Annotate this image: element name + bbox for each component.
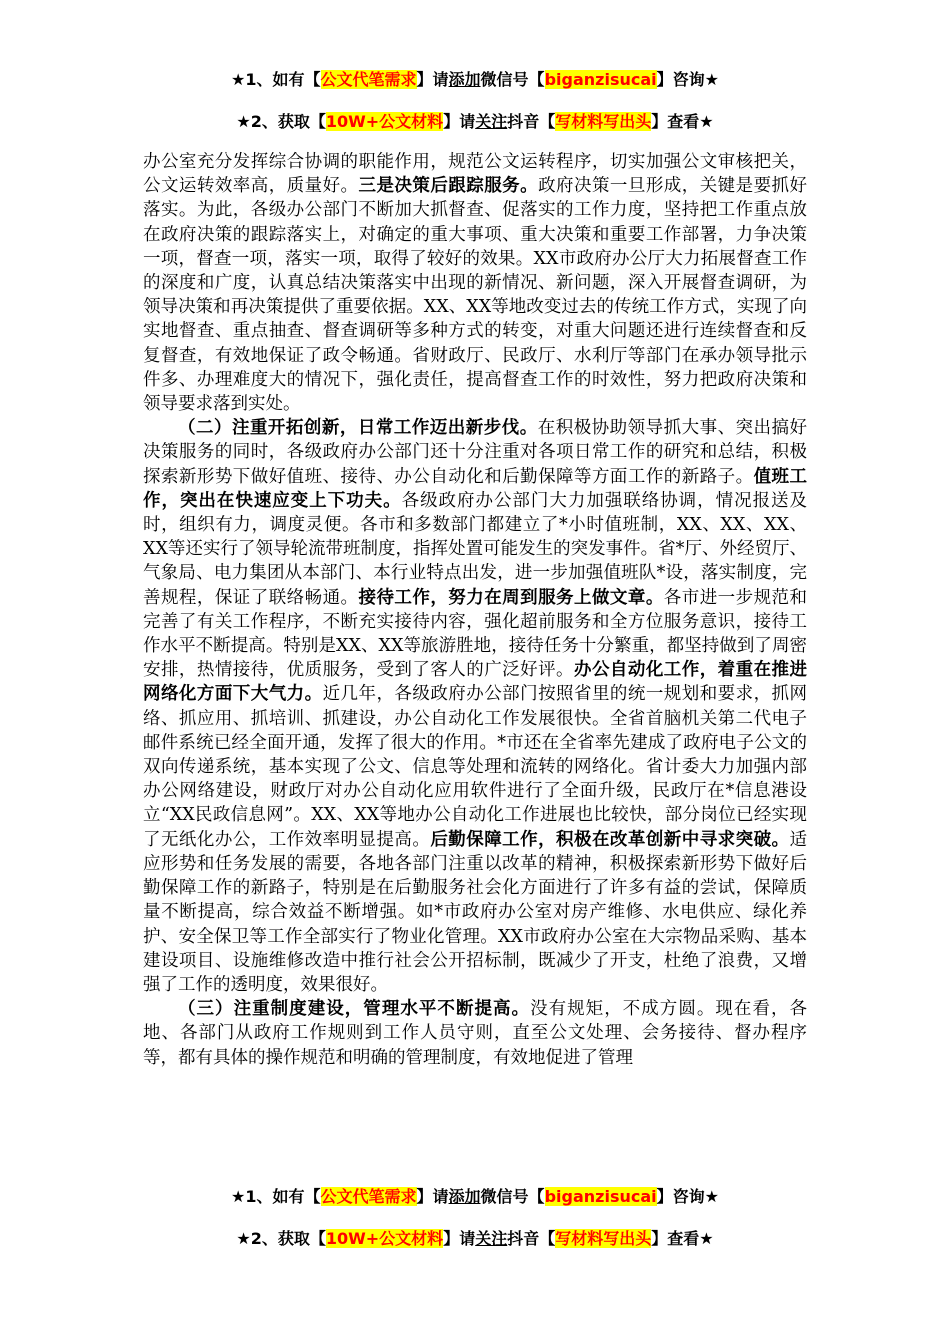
banner-text: 】查看★	[651, 112, 714, 131]
body-text: 政府决策一旦形成，关键是要抓好落实。为此，各级办公部门不断加大抓督查、促落实的工作力度，坚持把工作重点放在政府决策的跟踪落实上，对确定的重大事项、重大决策和重要工作部署，力争决策一项，督查一项，落实一项，取得了较好的效果。XX市政府办公厅大力拓展督查工作的深度和广度，认真总结决策落实中出现的新情况、新问题，深入开展督查调研，为领导决策和再决策提供了重要依据。XX、XX等地改变过去的传统工作方式，实现了向实地督查、重点抽查、督查调研等多种方式的转变，对重大问题还进行连续督查和反复督查，有效地保证了政令畅通。省财政厅、民政厅、水利厅等部门在承办领导批示件多、办理难度大的情况下，强化责任，提高督查工作的时效性，努力把政府决策和领导要求落到实处。	[143, 176, 808, 415]
bold-heading-text: 办公自动化工作，着重在推进网络化方面下大气力。	[143, 660, 807, 705]
banner-douyin-id: 写材料写出头	[555, 112, 652, 131]
promo-banner-douyin-bottom	[0, 1228, 950, 1250]
banner-text: ★2、获取【	[236, 112, 326, 131]
banner-text: 抖音【	[507, 1229, 556, 1248]
banner-underline: 添加	[448, 1187, 481, 1206]
bold-heading-text: （三）注重制度建设，管理水平不断提高。	[178, 999, 531, 1020]
banner-underline: 添加	[448, 70, 481, 89]
banner-highlight: 公文代笔需求	[320, 70, 417, 89]
banner-douyin-id: 写材料写出头	[555, 1229, 652, 1248]
banner-text: 】请	[416, 1187, 449, 1206]
banner-highlight: 10W+公文材料	[325, 1229, 444, 1248]
banner-text: ★2、获取【	[236, 1229, 326, 1248]
banner-highlight: 10W+公文材料	[325, 112, 444, 131]
body-text: 办公室充分发挥综合协调的职能作用，规范公文运转程序，切实加强公文审核把关，公文运转效率高，质量好。	[143, 152, 807, 197]
paragraph	[143, 997, 807, 1070]
banner-text: 】请	[443, 1229, 476, 1248]
body-text: 没有规矩，不成方圆。现在看，各地、各部门从政府工作规则到工作人员守则，直至公文处理、会务接待、督办程序等，都有具体的操作规范和明确的管理制度，有效地促进了管理	[143, 999, 808, 1068]
document-body	[143, 150, 807, 1070]
banner-text: 】请	[443, 112, 476, 131]
bold-heading-text: 后勤保障工作，积极在改革创新中寻求突破。	[430, 829, 790, 850]
body-text: 在积极协助领导抓大事、突出搞好决策服务的同时，各级政府办公部门还十分注重对各项日常工作的研究和总结，积极探索新形势下做好值班、接待、办公自动化和后勤保障等方面工作的新路子。	[143, 418, 808, 487]
body-text: 适应形势和任务发展的需要，各地各部门注重以改革的精神，积极探索新形势下做好后勤保障工作的新路子，特别是在后勤服务社会化方面进行了许多有益的尝试，保障质量不断提高，综合效益不断增强。如*市政府办公室对房产维修、水电供应、绿化养护、安全保卫等工作全部实行了物业化管理。XX市政府办公室在大宗物品采购、基本建设项目、设施维修改造中推行社会公开招标制，既减少了开支，杜绝了浪费，又增强了工作的透明度，效果很好。	[143, 829, 808, 995]
bold-heading-text: 值班工作，突出在快速应变上下功夫。	[143, 466, 808, 511]
banner-wechat-id: biganzisucai	[544, 70, 657, 89]
banner-text: 】咨询★	[656, 70, 719, 89]
banner-text: 微信号【	[480, 1187, 545, 1206]
promo-banner-wechat-top	[0, 69, 950, 91]
banner-underline: 关注	[475, 112, 508, 131]
bold-heading-text: 三是决策后跟踪服务。	[358, 176, 539, 197]
body-text: 各级政府办公部门大力加强联络协调，情况报送及时，组织有力，调度灵便。各市和多数部门都建立了*小时值班制，XX、XX、XX、XX等还实行了领导轮流带班制度，指挥处置可能发生的突发事件。省*厅、外经贸厅、气象局、电力集团从本部门、本行业特点出发，进一步加强值班队*设，落实制度，完善规程，保证了联络畅通。	[143, 490, 808, 608]
bold-heading-text: 接待工作，努力在周到服务上做文章。	[358, 587, 664, 608]
body-text: 各市进一步规范和完善了有关工作程序，不断充实接待内容，强化超前服务和全方位服务意识，接待工作水平不断提高。特别是XX、XX等旅游胜地，接待任务十分繁重，都坚持做到了周密安排，热情接待，优质服务，受到了客人的广泛好评。	[143, 587, 808, 681]
paragraph	[143, 416, 807, 997]
promo-banner-wechat-bottom	[0, 1186, 950, 1208]
banner-text: ★1、如有【	[231, 1187, 321, 1206]
banner-text: 】咨询★	[656, 1187, 719, 1206]
bold-heading-text: （二）注重开拓创新，日常工作迈出新步伐。	[178, 418, 538, 439]
banner-wechat-id: biganzisucai	[544, 1187, 657, 1206]
banner-text: 】请	[416, 70, 449, 89]
banner-highlight: 公文代笔需求	[320, 1187, 417, 1206]
banner-text: 微信号【	[480, 70, 545, 89]
banner-text: 】查看★	[651, 1229, 714, 1248]
banner-text: 抖音【	[507, 112, 556, 131]
body-text: 近几年，各级政府办公部门按照省里的统一规划和要求，抓网络、抓应用、抓培训、抓建设，办公自动化工作发展很快。全省首脑机关第二代电子邮件系统已经全面开通，发挥了很大的作用。*市还在全省率先建成了政府电子公文的双向传递系统，基本实现了公文、信息等处理和流转的网络化。省计委大力加强内部办公网络建设，财政厅对办公自动化应用软件进行了全面升级，民政厅在*信息港设立“XX民政信息网”。XX、XX等地办公自动化工作进展也比较快，部分岗位已经实现了无纸化办公，工作效率明显提高。	[143, 684, 808, 850]
paragraph	[143, 150, 807, 416]
banner-text: ★1、如有【	[231, 70, 321, 89]
promo-banner-douyin-top	[0, 111, 950, 133]
banner-underline: 关注	[475, 1229, 508, 1248]
